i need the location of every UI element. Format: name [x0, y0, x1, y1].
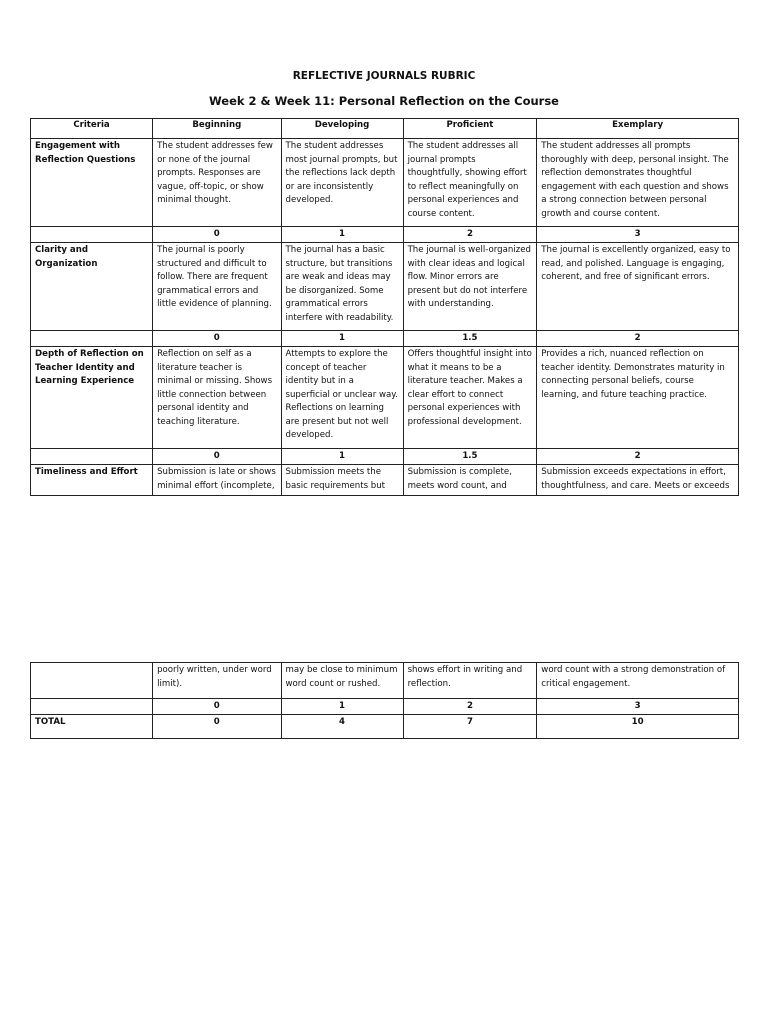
- level-description: word count with a strong demonstration of critical engagement.: [537, 663, 739, 699]
- score-empty-cell: [31, 227, 153, 243]
- score-value: 1: [281, 331, 403, 347]
- total-label: TOTAL: [31, 715, 153, 739]
- criteria-empty-cell: [31, 663, 153, 699]
- header-developing: Developing: [281, 119, 403, 139]
- score-row: [31, 449, 739, 465]
- total-value: 7: [403, 715, 537, 739]
- level-description: Reflection on self as a literature teacher is minimal or missing. Shows little connection between personal identity and teaching literature.: [153, 347, 281, 449]
- rubric-title: REFLECTIVE JOURNALS RUBRIC: [292, 70, 476, 82]
- level-description: The journal is poorly structured and difficult to follow. There are frequent grammatical errors and little evidence of planning.: [153, 243, 281, 331]
- level-description: The journal is excellently organized, easy to read, and polished. Language is engaging, coherent, and free of significant errors.: [537, 243, 739, 331]
- level-description: Submission is late or shows minimal effort (incomplete,: [153, 465, 281, 496]
- level-description: The journal has a basic structure, but transitions are weak and ideas may be disorganized. Some grammatical errors interfere with readability.: [281, 243, 403, 331]
- level-description: may be close to minimum word count or rushed.: [281, 663, 403, 699]
- header-exemplary: Exemplary: [537, 119, 739, 139]
- score-value: 2: [403, 699, 537, 715]
- score-value: 2: [537, 449, 739, 465]
- score-value: 1.5: [403, 331, 537, 347]
- score-value: 0: [153, 699, 281, 715]
- score-value: 0: [153, 227, 281, 243]
- score-value: 1: [281, 699, 403, 715]
- total-value: 10: [537, 715, 739, 739]
- rubric-subtitle: Week 2 & Week 11: Personal Reflection on the Course: [209, 94, 559, 108]
- score-value: 3: [537, 699, 739, 715]
- total-value: 4: [281, 715, 403, 739]
- level-description: Attempts to explore the concept of teacher identity but in a superficial or unclear way. Reflections on learning are present but not well developed.: [281, 347, 403, 449]
- score-empty-cell: [31, 699, 153, 715]
- criteria-label: Clarity and Organization: [31, 243, 153, 331]
- score-value: 0: [153, 331, 281, 347]
- criteria-row: [31, 465, 739, 496]
- score-value: 1: [281, 227, 403, 243]
- level-description: Offers thoughtful insight into what it means to be a literature teacher. Makes a clear effort to connect personal experiences with professional development.: [403, 347, 537, 449]
- criteria-row: [31, 139, 739, 227]
- score-empty-cell: [31, 331, 153, 347]
- score-value: 0: [153, 449, 281, 465]
- header-criteria: Criteria: [31, 119, 153, 139]
- level-description: shows effort in writing and reflection.: [403, 663, 537, 699]
- rubric-table: [30, 118, 739, 496]
- header-beginning: Beginning: [153, 119, 281, 139]
- score-row: [31, 331, 739, 347]
- level-description: Provides a rich, nuanced reflection on teacher identity. Demonstrates maturity in connecting personal beliefs, course learning, and future teaching practice.: [537, 347, 739, 449]
- total-row: [31, 715, 739, 739]
- continued-row: [31, 663, 739, 699]
- header-row: [31, 119, 739, 139]
- score-value: 1: [281, 449, 403, 465]
- total-value: 0: [153, 715, 281, 739]
- criteria-row: [31, 243, 739, 331]
- level-description: poorly written, under word limit).: [153, 663, 281, 699]
- score-value: 2: [537, 331, 739, 347]
- criteria-label: Depth of Reflection on Teacher Identity and Learning Experience: [31, 347, 153, 449]
- level-description: The journal is well-organized with clear ideas and logical flow. Minor errors are present but do not interfere with understanding.: [403, 243, 537, 331]
- score-empty-cell: [31, 449, 153, 465]
- level-description: The student addresses all journal prompts thoughtfully, showing effort to reflect meaningfully on personal experiences and course content.: [403, 139, 537, 227]
- level-description: Submission meets the basic requirements but: [281, 465, 403, 496]
- level-description: The student addresses all prompts thoroughly with deep, personal insight. The reflection demonstrates thoughtful engagement with each question and shows a strong connection between personal growth and course content.: [537, 139, 739, 227]
- level-description: The student addresses few or none of the journal prompts. Responses are vague, off-topic, or show minimal thought.: [153, 139, 281, 227]
- criteria-row: [31, 347, 739, 449]
- level-description: The student addresses most journal prompts, but the reflections lack depth or are inconsistently developed.: [281, 139, 403, 227]
- score-row: [31, 227, 739, 243]
- score-row: [31, 699, 739, 715]
- criteria-label: Timeliness and Effort: [31, 465, 153, 496]
- rubric-table-continued: [30, 662, 739, 739]
- score-value: 2: [403, 227, 537, 243]
- level-description: Submission is complete, meets word count, and: [403, 465, 537, 496]
- score-value: 1.5: [403, 449, 537, 465]
- header-proficient: Proficient: [403, 119, 537, 139]
- criteria-label: Engagement with Reflection Questions: [31, 139, 153, 227]
- level-description: Submission exceeds expectations in effort, thoughtfulness, and care. Meets or exceeds: [537, 465, 739, 496]
- score-value: 3: [537, 227, 739, 243]
